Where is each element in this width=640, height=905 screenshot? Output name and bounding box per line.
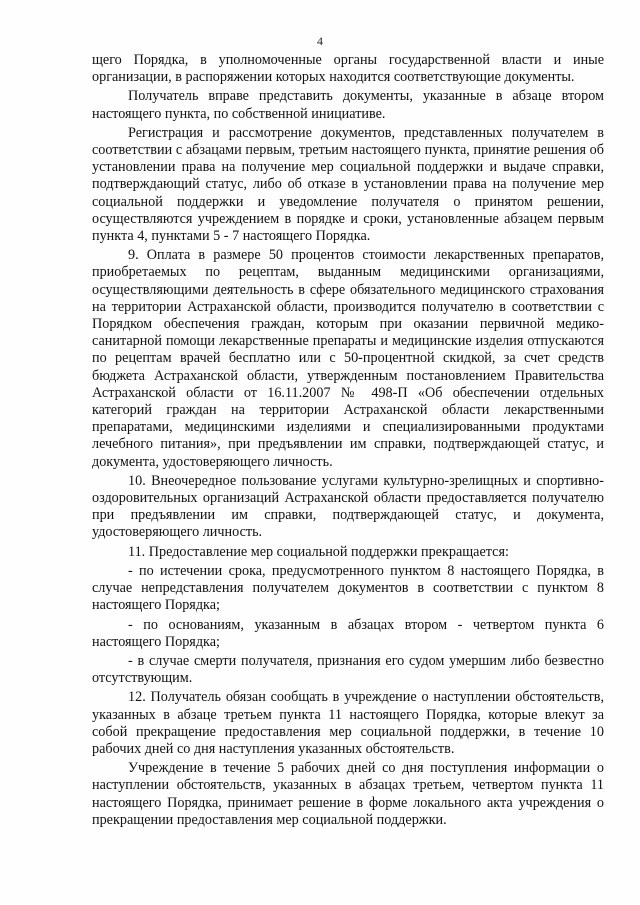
paragraph-item-11: 11. Предоставление мер социальной поддержки прекращается:	[128, 543, 509, 560]
paragraph-item-9: 9. Оплата в размере 50 процентов стоимости лекарственных препаратов, приобретаемых по рецептам, выданным медицинскими организациями, осуществляющими деятельность в сфере обязательного медицинского страхования на территории Астраханской области, производится получателю в соответствии с Порядком обеспечения граждан, которым при оказании первичной медико-санитарной помощи лекарственные препараты и медицинские изделия отпускаются по рецептам врачей бесплатно или с 50-процентной скидкой, за счет средств бюджета Астраханской области, утвержденным постановлением Правительства Астраханской области от 16.11.2007 № 498-П «Об обеспечении отдельных категорий граждан на территории Астраханской области лекарственными препаратами, медицинскими изделиями и специализированными продуктами лечебного питания», при предъявлении им справки, подтверждающей статус, и документа, удостоверяющего личность.	[92, 247, 604, 470]
paragraph-item-12-decision: Учреждение в течение 5 рабочих дней со дня поступления информации о наступлении обстоятельств, указанных в абзацах третьем, четвертом пункта 11 настоящего Порядка, принимает решение в форме локального акта учреждения о прекращении предоставления мер социальной поддержки.	[92, 760, 604, 828]
paragraph-item-12: 12. Получатель обязан сообщать в учреждение о наступлении обстоятельств, указанных в абзаце третьем пункта 11 настоящего Порядка, которые влекут за собой прекращение предоставления мер социальной поддержки, в течение 10 рабочих дней со дня наступления указанных обстоятельств.	[92, 689, 604, 757]
paragraph-continuation: щего Порядка, в уполномоченные органы государственной власти и иные организации, в распоряжении которых находится соответствующие документы.	[92, 52, 604, 86]
paragraph-registration: Регистрация и рассмотрение документов, представленных получателем в соответствии с абзацами первым, третьим настоящего пункта, принятие решения об установлении права на получение мер социальной поддержки и выдаче справки, подтверждающий статус, либо об отказе в установлении права на получение мер социальной поддержки и уведомление получателя о принятом решении, осуществляются учреждением в порядке и сроки, установленные абзацем первым пункта 4, пунктами 5 - 7 настоящего Порядка.	[92, 124, 604, 245]
paragraph-right-to-submit: Получатель вправе представить документы, указанные в абзаце втором настоящего пункта, по собственной инициативе.	[92, 88, 604, 122]
paragraph-item-11-clause-1: - по истечении срока, предусмотренного пунктом 8 настоящего Порядка, в случае непредставления получателем документов в соответствии с пунктом 8 настоящего Порядка;	[92, 562, 604, 614]
paragraph-item-11-clause-2: - по основаниям, указанным в абзацах втором - четвертом пункта 6 настоящего Порядка;	[92, 616, 604, 650]
page-number: 4	[317, 34, 323, 48]
paragraph-item-10: 10. Внеочередное пользование услугами культурно-зрелищных и спортивно-оздоровительных организаций Астраханской области предоставляется получателю при предъявлении им справки, подтверждающей статус, и документа, удостоверяющего личность.	[92, 472, 604, 541]
paragraph-item-11-clause-3: - в случае смерти получателя, признания его судом умершим либо безвестно отсутствующим.	[92, 652, 604, 687]
document-body	[92, 52, 604, 831]
